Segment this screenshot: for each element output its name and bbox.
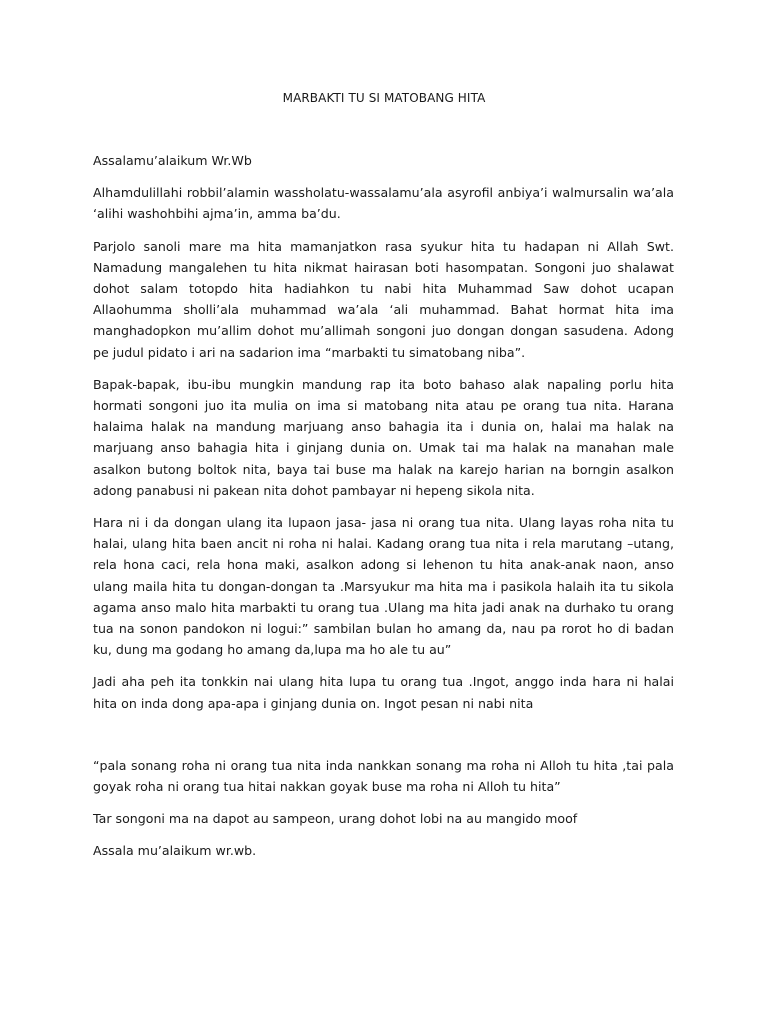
paragraph-remember-parents: Hara ni i da dongan ulang ita lupaon jasa- jasa ni orang tua nita. Ulang layas roha nita tu halai, ulang hita baen ancit ni roha ni halai. Kadang orang tua nita i rela marutang –utang, rela hona caci, rela hona maki, asalkon adong si lehenon tu hita anak-anak naon, anso ulang maila hita tu dongan-dongan ta .Marsyukur ma hita ma i pasikola halaih ita tu sikola agama anso malo hita marbakti tu orang tua .Ulang ma hita jadi anak na durhako tu orang tua na sonon pandokon ni logui:” sambilan bulan ho amang da, nau pa rorot ho di badan ku, dung ma godang ho amang da,lupa ma ho ale tu au” (93, 515, 674, 658)
greeting: Assalamu’alaikum Wr.Wb (93, 153, 252, 168)
document-body (93, 150, 674, 873)
paragraph-parents: Bapak-bapak, ibu-ibu mungkin mandung rap ita boto bahaso alak napaling porlu hita hormati songoni juo ita mulia on ima si matobang nita atau pe orang tua nita. Harana halaima halak na mandung marjuang anso bahagia ita i dunia on, halai ma halak na marjuang anso bahagia hita i ginjang dunia on. Umak tai ma halak na manahan male asalkon butong boltok nita, baya tai buse ma halak na karejo harian na borngin asalkon adong panabusi ni pakean nita dohot pambayar ni hepeng sikola nita. (93, 376, 674, 498)
farewell: Assala mu’alaikum wr.wb. (93, 843, 257, 859)
closing-line: Tar songoni ma na dapot au sampeon, urang dohot lobi na au mangido moof (93, 811, 578, 827)
paragraph-prophet-message: Jadi aha peh ita tonkkin nai ulang hita lupa tu orang tua .Ingot, anggo inda hara ni halai hita on inda dong apa-apa i ginjang dunia on. Ingot pesan ni nabi nita (93, 674, 674, 711)
quote: “pala sonang roha ni orang tua nita inda nankkan sonang ma roha ni Alloh tu hita ,tai pala goyak roha ni orang tua hitai nakkan goyak buse ma roha ni Alloh tu hita” (93, 757, 674, 795)
paragraph-opening: Alhamdulillahi robbil’alamin wassholatu-wassalamu’ala asyrofil anbiya’i walmursalin wa’ala ‘alihi washohbihi ajma’in, amma ba’du. (93, 185, 674, 222)
paragraph-gratitude: Parjolo sanoli mare ma hita mamanjatkon rasa syukur hita tu hadapan ni Allah Swt. Namadung mangalehen tu hita nikmat hairasan boti hasompatan. Songoni juo shalawat dohot salam totopdo hita hadiahkon tu nabi hita Muhammad Saw dohot ucapan Allaohumma sholli’ala muhammad wa’ala ‘ali muhammad. Bahat hormat hita ima manghadopkon mu’allim dohot mu’allimah songoni juo dongan dongan sasudena. Adong pe judul pidato i ari na sadarion ima “marbakti tu simatobang niba”. (93, 238, 674, 360)
document-title: MARBAKTI TU SI MATOBANG HITA (282, 91, 486, 105)
